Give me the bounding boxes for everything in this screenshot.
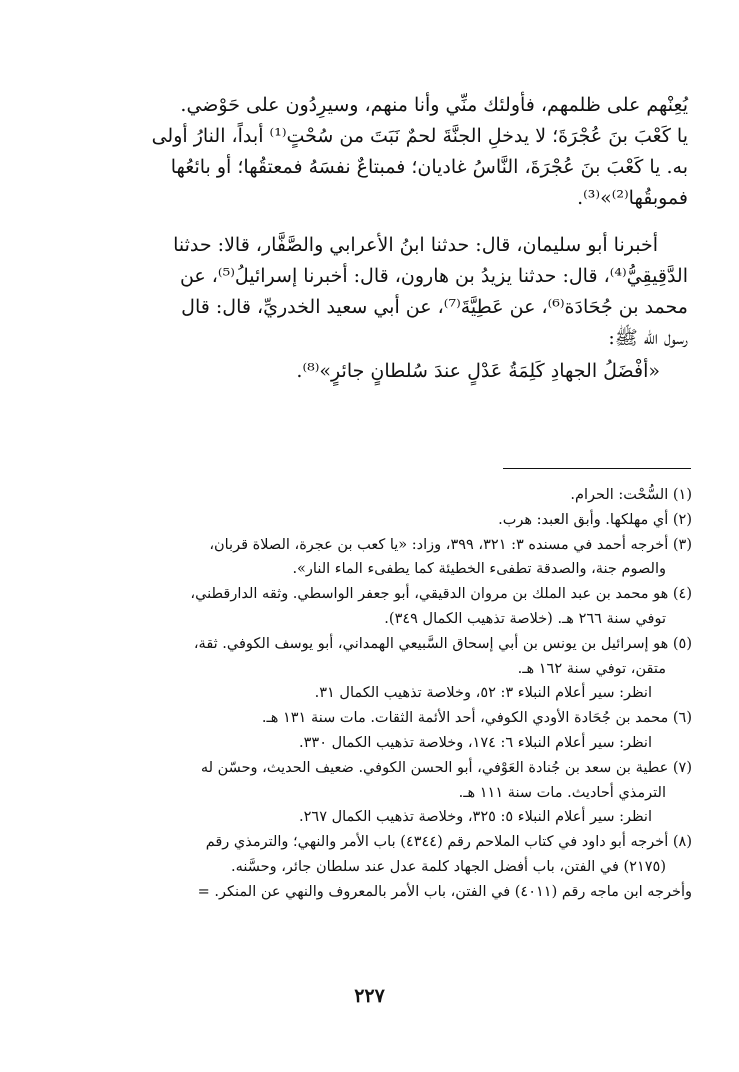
footnote-continuation: الترمذي أحاديث. مات سنة ١١١ هـ.	[458, 784, 666, 801]
hadith-text: «أفْضَلُ الجهادِ كَلِمَةُ عَدْلٍ عندَ سُلطانٍ جائرٍ»⁽⁸⁾.	[296, 360, 660, 382]
footnote-reference: انظر: سير أعلام النبلاء ٣: ٥٢، وخلاصة تذهيب الكمال ٣١.	[314, 685, 652, 702]
page-number: ٢٢٧	[354, 985, 385, 1007]
footnote: (٣) أخرجه أحمد في مسنده ٣: ٣٢١، ٣٩٩، وزاد: «يا كعب بن عجرة، الصلاة قربان،	[209, 536, 692, 553]
footnote: (١) السُّحْت: الحرام.	[570, 487, 692, 503]
footnote-divider	[503, 468, 691, 469]
text-line: فموبقُها⁽²⁾»⁽³⁾.	[577, 187, 688, 209]
footnote: (٢) أي مهلكها. وأبق العبد: هرب.	[498, 511, 692, 528]
text-line: الدَّقِيقِيُّ⁽⁴⁾، قال: حدثنا يزيدُ بن هارون، قال: أخبرنا إسرائيلُ⁽⁵⁾، عن	[179, 265, 688, 287]
footnote-reference: انظر: سير أعلام النبلاء ٦: ١٧٤، وخلاصة تذهيب الكمال ٣٣٠.	[299, 734, 652, 751]
footnote-continuation: توفي سنة ٢٦٦ هـ. (خلاصة تذهيب الكمال ٣٤٩).	[384, 610, 666, 627]
footnote-continuation: (٢١٧٥) في الفتن، باب أفضل الجهاد كلمة عدل عند سلطان جائر، وحسَّنه.	[230, 858, 666, 875]
main-text	[93, 90, 688, 387]
footnotes	[82, 483, 692, 905]
text-line: يا كَعْبَ بنَ عُجْرَةَ؛ لا يدخلِ الجنَّةَ لحمٌ نَبَتَ من سُحْتٍ⁽¹⁾ أبداً، النارُ أولى	[151, 125, 688, 147]
footnote: (٤) هو محمد بن عبد الملك بن مروان الدقيقي، أبو جعفر الواسطي. وثقه الدارقطني،	[190, 586, 692, 603]
text-line: محمد بن جُحَادَة⁽⁶⁾، عن عَطِيَّةَ⁽⁷⁾، عن أبي سعيد الخدريِّ، قال: قال	[181, 296, 688, 318]
footnote-continuation: وأخرجه ابن ماجه رقم (٤٠١١) في الفتن، باب الأمر بالمعروف والنهي عن المنكر. =	[197, 883, 692, 900]
text-line: يُعِنْهم على ظلمهم، فأولئك منِّي وأنا منهم، وسيرِدُون على حَوْضي.	[180, 94, 688, 116]
footnote-continuation: والصوم جنة، والصدقة تطفىء الخطيئة كما يطفىء الماء النار».	[292, 561, 666, 578]
footnote: (٦) محمد بن جُحَادة الأودي الكوفي، أحد الأئمة الثقات. مات سنة ١٣١ هـ.	[261, 710, 692, 727]
text-line: رسول الله ﷺ:	[608, 327, 688, 349]
text-line: أخبرنا أبو سليمان، قال: حدثنا ابنُ الأعرابي والصَّفَّار، قالا: حدثنا	[173, 234, 658, 256]
text-line: به. يا كَعْبَ بنَ عُجْرَةَ، النَّاسُ غاديان؛ فمبتاعٌ نفسَهُ فمعتقُها؛ أو بائعُها	[170, 156, 688, 178]
footnote-continuation: متقن، توفي سنة ١٦٢ هـ.	[517, 660, 666, 677]
footnote-reference: انظر: سير أعلام النبلاء ٥: ٣٢٥، وخلاصة تذهيب الكمال ٢٦٧.	[299, 809, 652, 826]
footnote: (٥) هو إسرائيل بن يونس بن أبي إسحاق السَّبيعي الهمداني، أبو يوسف الكوفي. ثقة،	[193, 635, 692, 652]
footnote: (٨) أخرجه أبو داود في كتاب الملاحم رقم (٤٣٤٤) باب الأمر والنهي؛ والترمذي رقم	[205, 834, 692, 851]
footnote: (٧) عطية بن سعد بن جُنادة العَوْفي، أبو الحسن الكوفي. ضعيف الحديث، وحسّن له	[200, 759, 692, 776]
